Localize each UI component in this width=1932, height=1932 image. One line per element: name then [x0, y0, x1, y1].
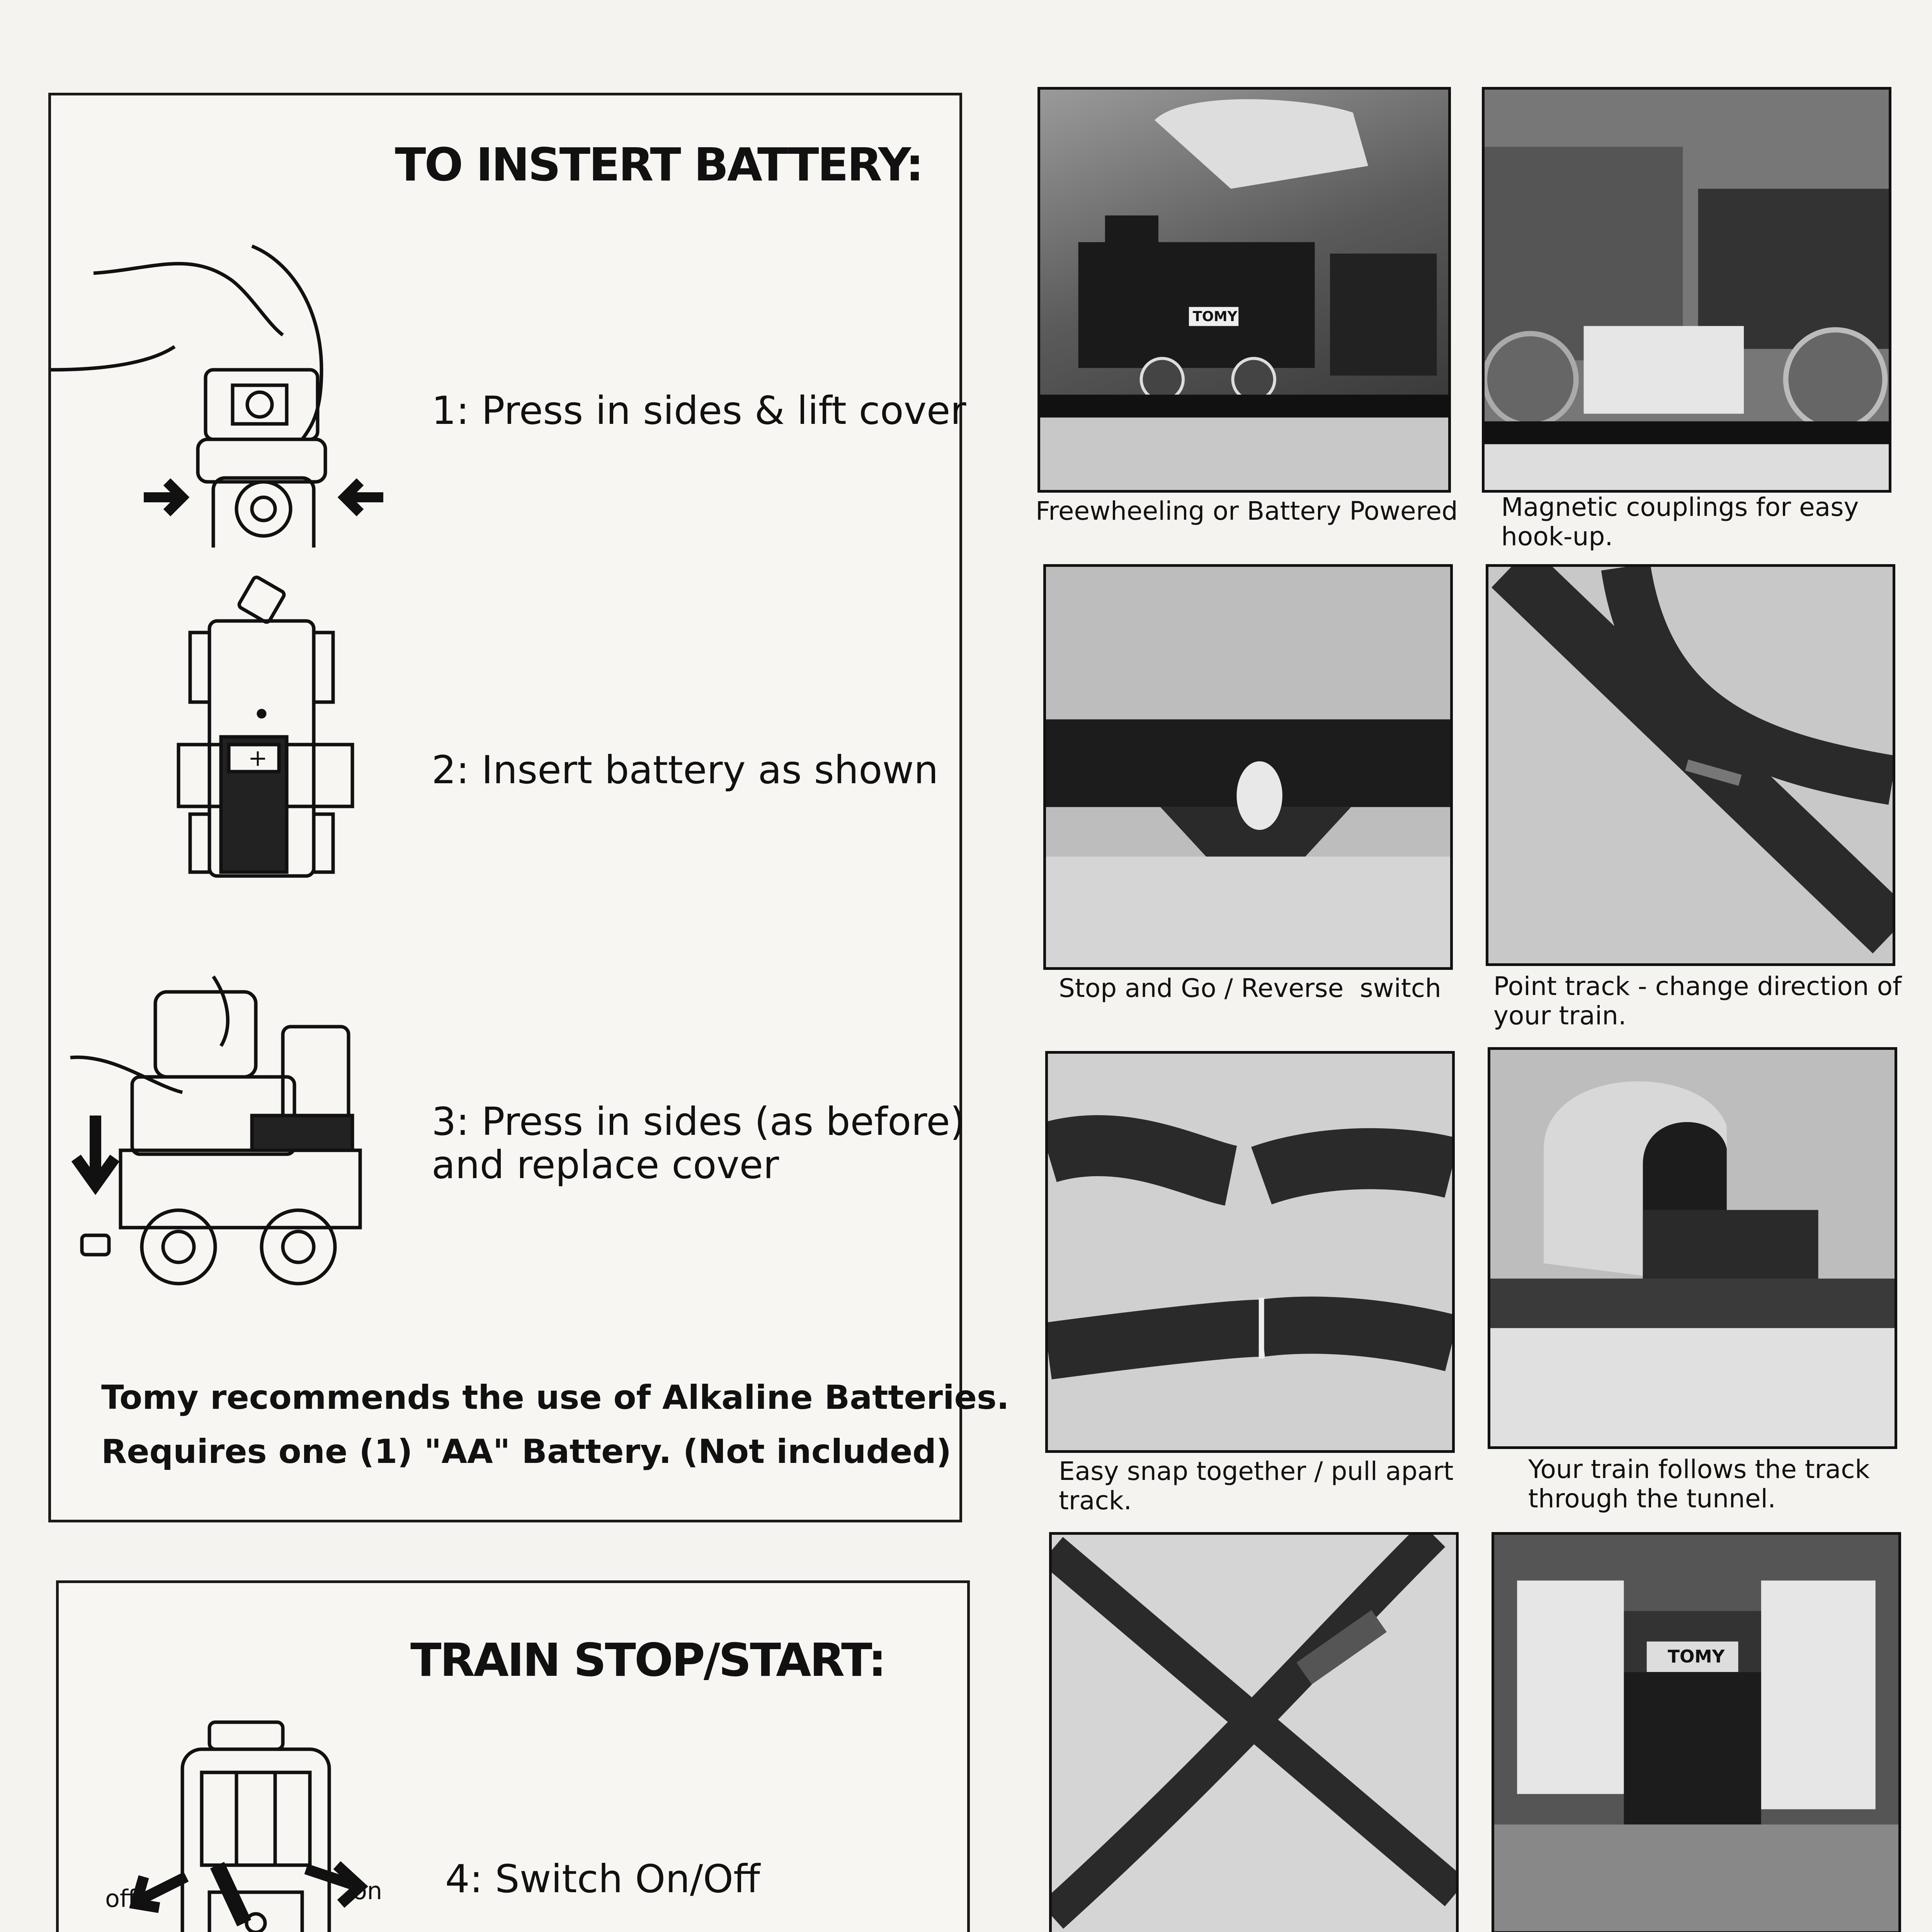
battery-title: TO INSTERT BATTERY:: [395, 138, 922, 191]
caption-magnetic-couplings: Magnetic couplings for easy hook-up.: [1501, 492, 1859, 551]
off-label: off: [105, 1884, 136, 1913]
tomy-brand-logo: TOMY: [1192, 308, 1238, 325]
insert-battery-illustration: [167, 575, 376, 907]
alkaline-recommendation-note: Tomy recommends the use of Alkaline Batteries.: [101, 1378, 1009, 1417]
photo-magnetic-couplings: [1482, 87, 1891, 493]
photo-car-washer: [1492, 1532, 1901, 1932]
on-label: on: [352, 1877, 383, 1905]
caption-tunnel: Your train follows the track through the tunnel.: [1528, 1454, 1870, 1514]
stop-start-instructions-box: [56, 1580, 970, 1932]
step-2-text: 2: Insert battery as shown: [432, 747, 939, 793]
step-4-text: 4: Switch On/Off: [445, 1856, 760, 1901]
photo-point-track: [1486, 564, 1895, 966]
stop-start-title: TRAIN STOP/START:: [410, 1633, 885, 1687]
tomy-washer-logo: TOMY: [1667, 1646, 1725, 1667]
photo-crossing-switch: [1049, 1532, 1459, 1932]
svg-text:+: +: [248, 745, 268, 772]
step-3-text: 3: Press in sides (as before) and replace cover: [432, 1099, 965, 1187]
caption-point-track: Point track - change direction of your train.: [1493, 971, 1902, 1031]
step-1-text: 1: Press in sides & lift cover: [432, 388, 966, 433]
caption-freewheeling: Freewheeling or Battery Powered: [1036, 496, 1458, 526]
battery-requirement-note: Requires one (1) "AA" Battery. (Not included): [101, 1432, 952, 1471]
battery-instructions-box: [48, 93, 1009, 1522]
caption-snap-together-track: Easy snap together / pull apart track.: [1059, 1456, 1454, 1515]
photo-tunnel: [1488, 1047, 1897, 1449]
photo-stop-go-switch: [1043, 564, 1453, 970]
press-sides-lift-cover-illustration: [51, 207, 418, 548]
photo-freewheeling-train: [1037, 87, 1451, 493]
replace-cover-illustration: [66, 969, 399, 1313]
caption-stop-go-switch: Stop and Go / Reverse switch: [1059, 973, 1441, 1003]
photo-snap-together-track: [1045, 1051, 1455, 1453]
